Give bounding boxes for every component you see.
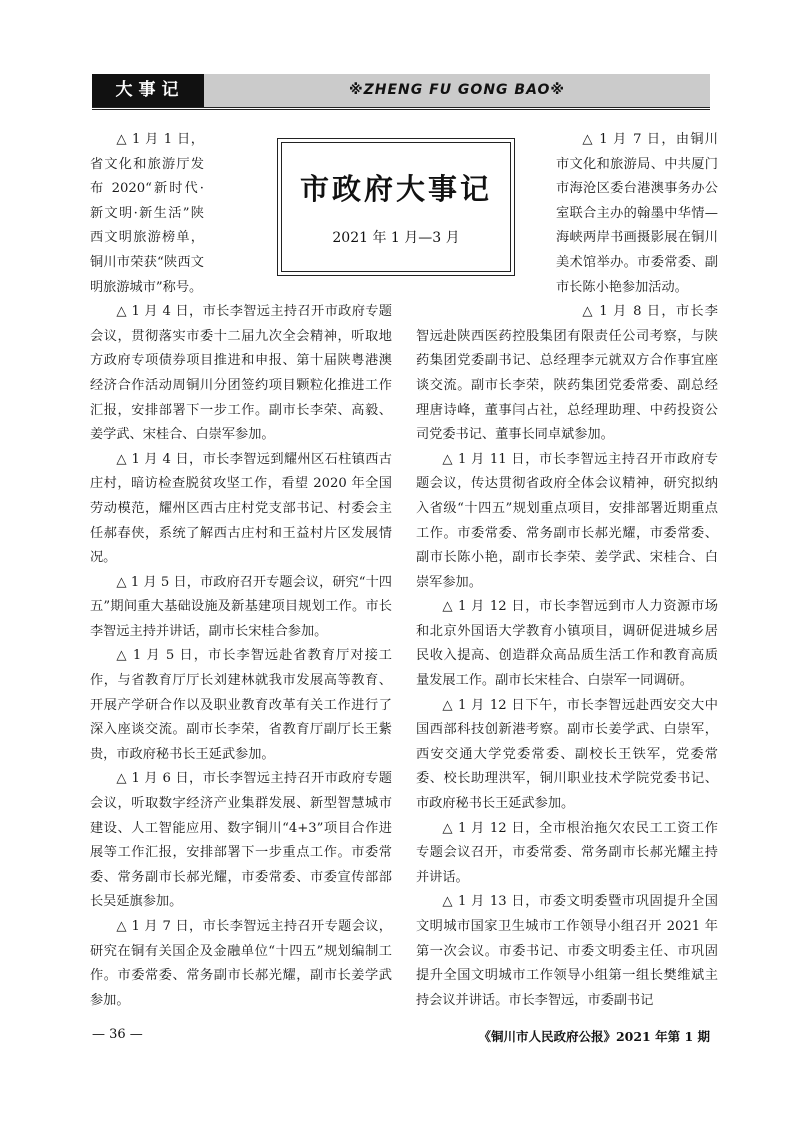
page-number: — 36 — (92, 1027, 143, 1042)
news-item: △ 1 月 7 日，市长李智远主持召开专题会议，研究在铜有关国企及金融单位“十四五”规划编制工作。市委常委、常务副市长郝光耀，副市长姜学武参加。 (90, 919, 392, 1008)
publication-source: 《铜川市人民政府公报》2021 年第 1 期 (478, 1029, 710, 1044)
news-item: △ 1 月 13 日，市委文明委暨市巩固提升全国文明城市国家卫生城市工作领导小组召开 2021 年第一次会议。市委书记、市委文明委主任、市巩固提升全国文明城市工作领导小组第一组长樊维斌主持会议并讲话。市长李智远，市委副书记 (416, 894, 718, 1008)
date-range: 2021 年 1 月—3 月 (332, 230, 460, 246)
news-item: △ 1 月 5 日，市长李智远赴省教育厅对接工作，与省教育厅厅长刘建林就我市发展高等教育、开展产学研合作以及职业教育改革有关工作进行了深入座谈交流。副市长李荣，省教育厅副厅长王紫贵，市政府秘书长王延武参加。 (90, 648, 392, 762)
news-item: △ 1 月 12 日下午，市长李智远赴西安交大中国西部科技创新港考察。副市长姜学武、白崇军，西安交通大学党委常委、副校长王铁军，党委常委、校长助理洪军，铜川职业技术学院党委书记、市政府秘书长王延武参加。 (416, 697, 718, 812)
news-item: △ 1 月 7 日，由铜川市文化和旅游局、中共厦门市海沧区委台港澳事务办公室联合主办的翰墨中华情—海峡两岸书画摄影展在铜川美术馆举办。市委常委、副市长陈小艳参加活动。 (556, 132, 718, 295)
news-item: △ 1 月 4 日，市长李智远主持召开市政府专题会议，贯彻落实市委十二届九次全会精神，听取地方政府专项债券项目推进和申报、第十届陕粤港澳经济合作活动周铜川分团签约项目颗粒化推进工作汇报，安排部署下一步工作。副市长李荣、高毅、姜学武、宋桂合、白崇军参加。 (90, 304, 392, 443)
section-label: 大事记 (92, 74, 204, 107)
news-item: △ 1 月 8 日，市长李智远赴陕西医药控股集团有限责任公司考察，与陕药集团党委副书记、总经理李元就双方合作事宜座谈交流。副市长李荣，陕药集团党委常委、副总经理唐诗峰，董事闫占社，总经理助理、中药投资公司党委书记、董事长同卓斌参加。 (416, 304, 718, 443)
news-item: △ 1 月 12 日，市长李智远到市人力资源市场和北京外国语大学教育小镇项目，调研促进城乡居民收入提高、创造群众高品质生活工作和教育高质量发展工作。副市长宋桂合、白崇军一同调研。 (416, 599, 718, 689)
title-box (277, 138, 515, 276)
news-item: △ 1 月 4 日，市长李智远到耀州区石柱镇西古庄村，暗访检查脱贫攻坚工作，看望 2020 年全国劳动模范，耀州区西古庄村党支部书记、村委会主任郝春侠，系统了解西古庄村和王益村片区发展情况。 (90, 451, 392, 566)
header-rule (92, 107, 710, 110)
news-item: △ 1 月 1 日，省文化和旅游厅发布 2020“新时代·新文明·新生活”陕西文明旅游榜单，铜川市荣获“陕西文明旅游城市”称号。 (90, 132, 204, 295)
news-item: △ 1 月 11 日，市长李智远主持召开市政府专题会议，传达贯彻省政府全体会议精神，研究拟纳入省级“十四五”规划重点项目，安排部署近期重点工作。市委常委、常务副市长郝光耀，市委常委、副市长陈小艳，副市长李荣、姜学武、宋桂合、白崇军参加。 (416, 451, 718, 590)
news-item: △ 1 月 5 日，市政府召开专题会议，研究“十四五”期间重大基础设施及新基建项目规划工作。市长李智远主持并讲话，副市长宋桂合参加。 (90, 574, 392, 639)
journal-title: ※ZHENG FU GONG BAO※ (349, 82, 565, 98)
page-title: 市政府大事记 (299, 172, 492, 206)
news-item: △ 1 月 12 日，全市根治拖欠农民工工资工作专题会议召开，市委常委、常务副市长郝光耀主持并讲话。 (416, 820, 718, 885)
news-item: △ 1 月 6 日，市长李智远主持召开市政府专题会议，听取数字经济产业集群发展、新型智慧城市建设、人工智能应用、数字铜川“4+3”项目合作进展等工作汇报，安排部署下一步重点工作。市委常委、常务副市长郝光耀，市委常委、市委宣传部部长吴延旗参加。 (90, 771, 392, 910)
